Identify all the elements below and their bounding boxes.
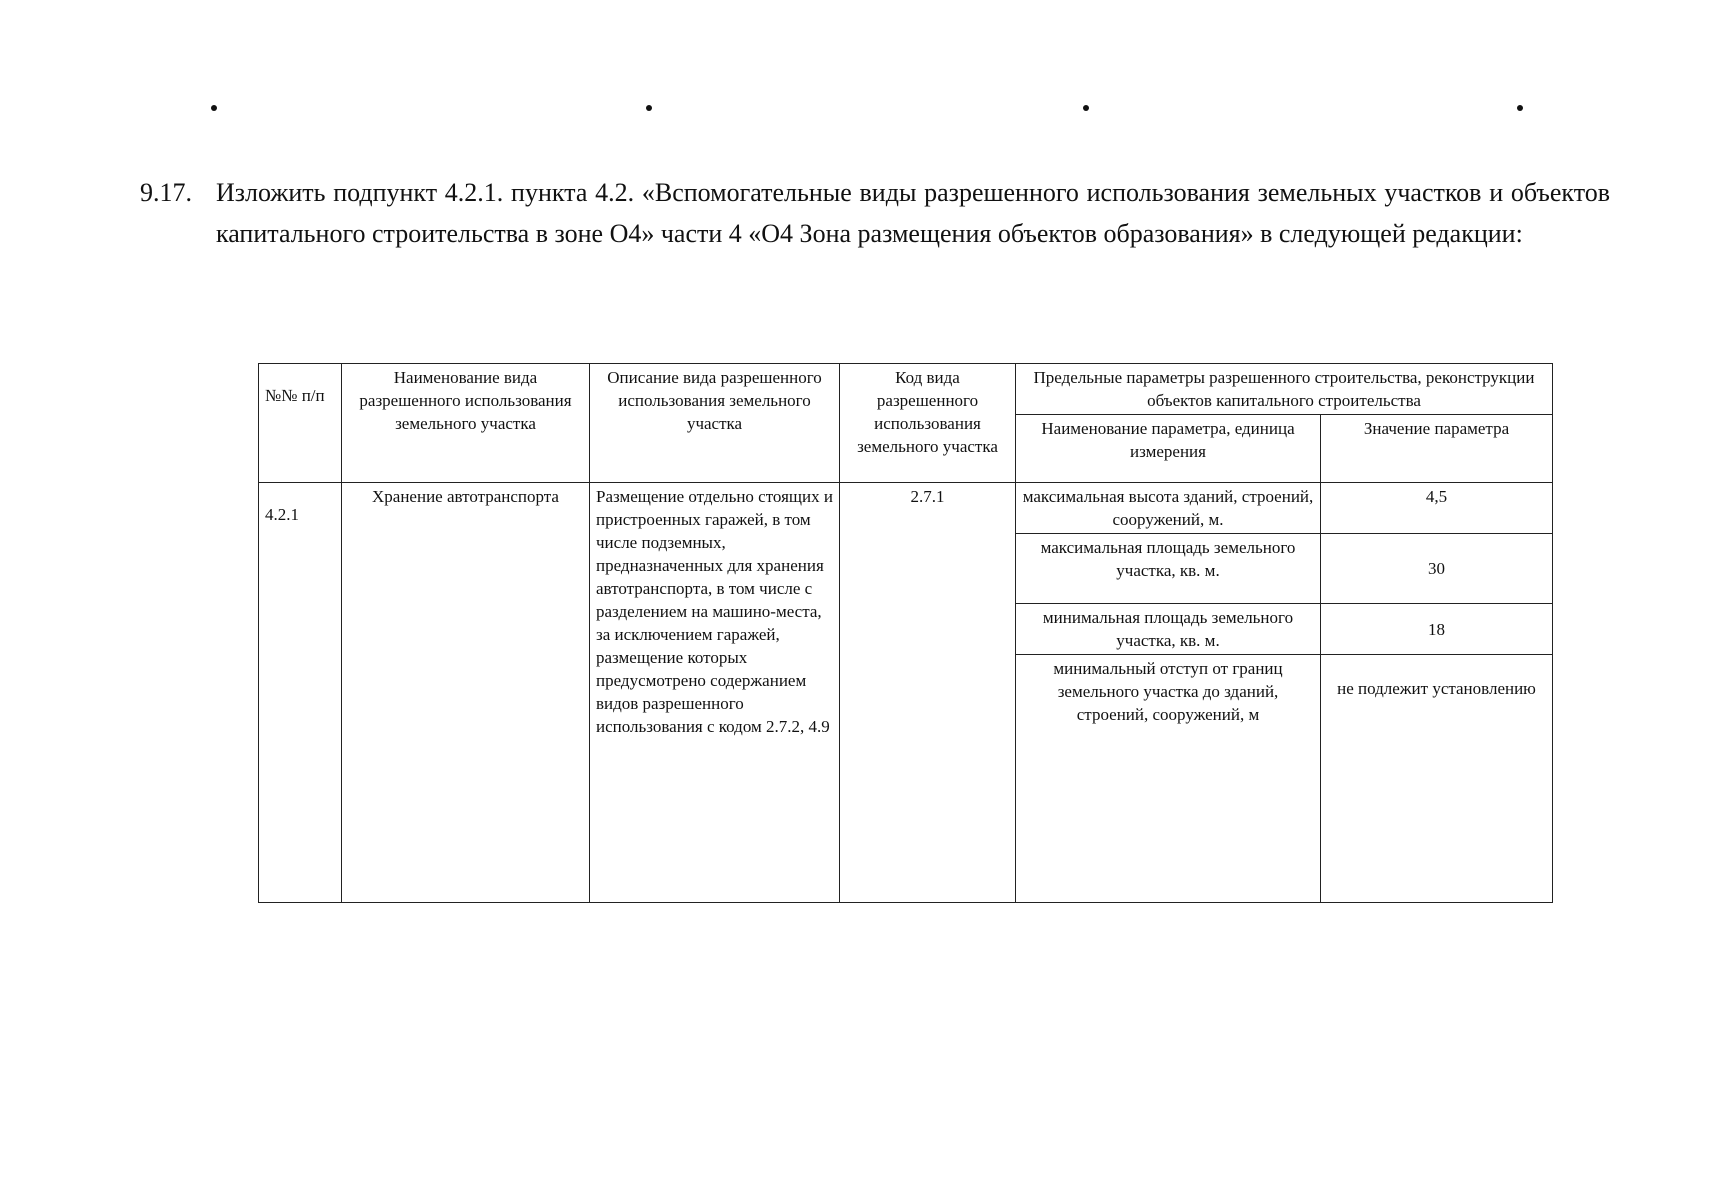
header-name: Наименование вида разрешенного использования земельного участка	[342, 364, 590, 483]
row-description: Размещение отдельно стоящих и пристроенных гаражей, в том числе подземных, предназначенных для хранения автотранспорта, в том числе с разделением на машино-места, за исключением гаражей, размещение которых предусмотрено содержанием видов разрешенного использования с кодом 2.7.2, 4.9	[590, 483, 840, 903]
scan-mark	[646, 105, 652, 111]
param-name: максимальная площадь земельного участка, кв. м.	[1016, 534, 1321, 604]
param-value: 4,5	[1321, 483, 1553, 534]
header-param-name: Наименование параметра, единица измерения	[1016, 415, 1321, 483]
row-code: 2.7.1	[840, 483, 1016, 903]
param-value: не подлежит установлению	[1321, 655, 1553, 903]
param-name: максимальная высота зданий, строений, сооружений, м.	[1016, 483, 1321, 534]
header-description: Описание вида разрешенного использования земельного участка	[590, 364, 840, 483]
scan-mark	[1517, 105, 1523, 111]
header-params-group: Предельные параметры разрешенного строительства, реконструкции объектов капитального строительства	[1016, 364, 1553, 415]
header-param-value: Значение параметра	[1321, 415, 1553, 483]
param-value: 30	[1321, 534, 1553, 604]
scan-mark	[1083, 105, 1089, 111]
table-row	[259, 483, 1553, 534]
amendment-paragraph	[140, 172, 1610, 254]
row-num: 4.2.1	[259, 483, 342, 903]
row-name: Хранение автотранспорта	[342, 483, 590, 903]
paragraph-text: Изложить подпункт 4.2.1. пункта 4.2. «Вспомогательные виды разрешенного использования земельных участков и объектов капитального строительства в зоне О4» части 4 «О4 Зона размещения объектов образования» в следующей редакции:	[216, 178, 1610, 248]
scan-mark	[211, 105, 217, 111]
paragraph-number: 9.17.	[140, 178, 192, 207]
param-name: минимальная площадь земельного участка, кв. м.	[1016, 604, 1321, 655]
header-code: Код вида разрешенного использования земельного участка	[840, 364, 1016, 483]
table-header-row	[259, 364, 1553, 415]
header-num: №№ п/п	[259, 364, 342, 483]
permitted-use-table	[258, 363, 1553, 903]
param-value: 18	[1321, 604, 1553, 655]
param-name: минимальный отступ от границ земельного участка до зданий, строений, сооружений, м	[1016, 655, 1321, 903]
